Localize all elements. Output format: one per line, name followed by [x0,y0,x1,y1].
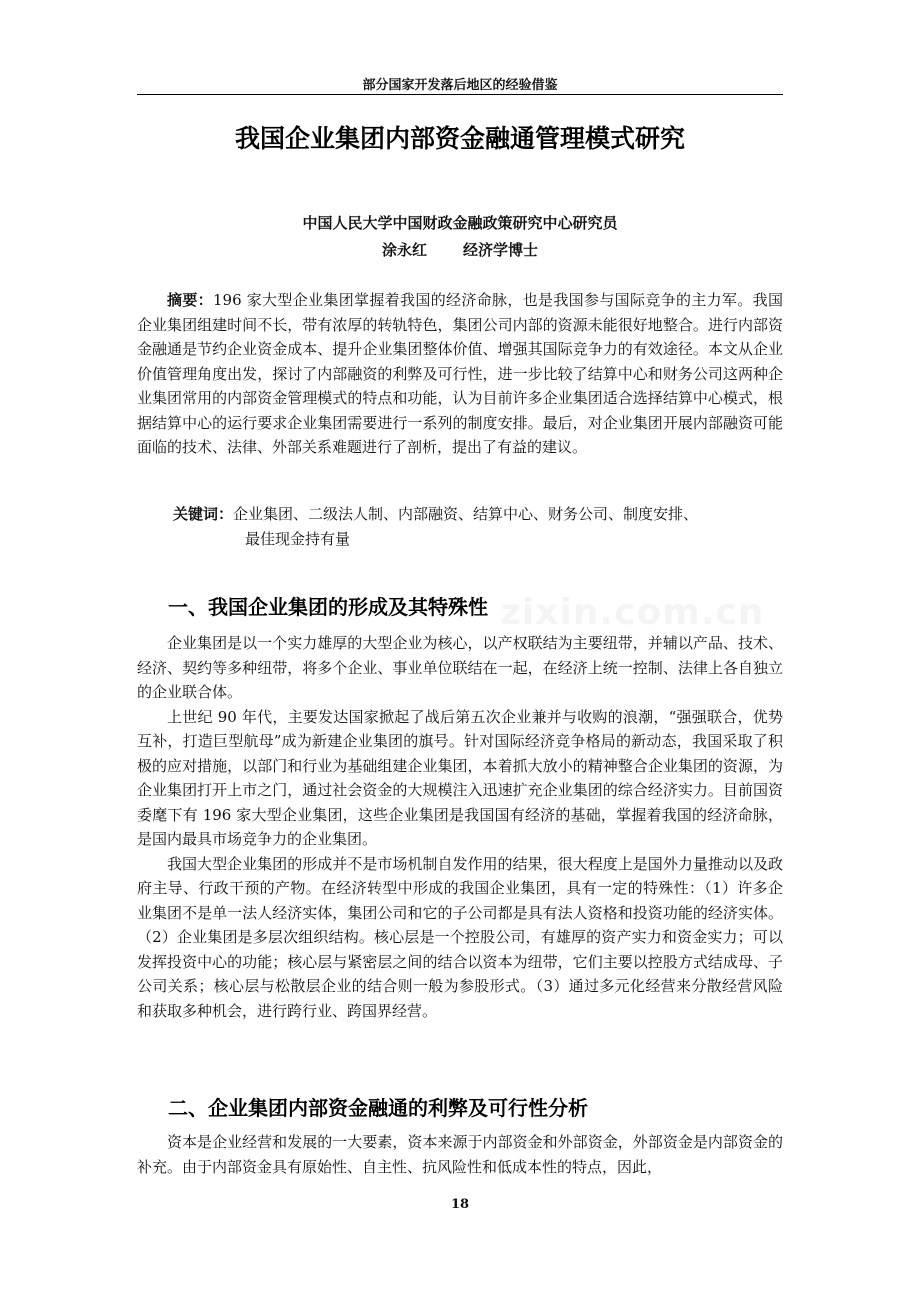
abstract-label: 摘要： [167,291,213,309]
section-heading-2: 二、企业集团内部资金融通的利弊及可行性分析 [168,1096,588,1120]
author-line [137,239,783,260]
paragraph: 资本是企业经营和发展的一大要素，资本来源于内部资金和外部资金，外部资金是内部资金的补充。由于内部资金具有原始性、自主性、抗风险性和低成本性的特点，因此， [137,1133,783,1176]
section-heading-1: 一、我国企业集团的形成及其特殊性 [168,595,488,619]
running-header: 部分国家开发落后地区的经验借鉴 [362,78,558,93]
article-title: 我国企业集团内部资金融通管理模式研究 [234,124,685,153]
watermark [500,592,764,633]
paragraph: 企业集团是以一个实力雄厚的大型企业为核心，以产权联结为主要纽带，并辅以产品、技术、经济、契约等多种纽带，将多个企业、事业单位联结在一起，在经济上统一控制、法律上各自独立的企业联合体。 [137,634,783,701]
author-affiliation: 中国人民大学中国财政金融政策研究中心研究员 [302,214,618,232]
keywords [137,502,783,551]
paragraph: 上世纪 90 年代，主要发达国家掀起了战后第五次企业兼并与收购的浪潮，“强强联合，优势互补，打造巨型航母”成为新建企业集团的旗号。针对国际经济竞争格局的新动态，我国采取了积极的应对措施，以部门和行业为基础组建企业集团，本着抓大放小的精神整合企业集团的资源，为企业集团打开上市之门，通过社会资金的大规模注入迅速扩充企业集团的综合经济实力。目前国资委麾下有 196 家大型企业集团，这些企业集团是我国国有经济的基础，掌握着我国的经济命脉，是国内最具市场竞争力的企业集团。 [137,707,783,848]
page-number: 18 [450,1197,470,1212]
keywords-line1: 企业集团、二级法人制、内部融资、结算中心、财务公司、制度安排、 [233,505,699,523]
keywords-line2: 最佳现金持有量 [245,529,351,548]
keywords-label: 关键词： [173,505,234,523]
author-degree: 经济学博士 [463,241,539,259]
abstract [137,288,783,460]
author-name: 涂永红 [381,241,427,259]
abstract-text: 196 家大型企业集团掌握着我国的经济命脉，也是我国参与国际竞争的主力军。我国企业集团组建时间不长，带有浓厚的转轨特色，集团公司内部的资源未能很好地整合。进行内部资金融通是节约企业资金成本、提升企业集团整体价值、增强其国际竞争力的有效途径。本文从企业价值管理角度出发，探讨了内部融资的利弊及可行性，进一步比较了结算中心和财务公司这两种企业集团常用的内部资金管理模式的特点和功能，认为目前许多企业集团适合选择结算中心模式，根据结算中心的运行要求企业集团需要进行一系列的制度安排。最后，对企业集团开展内部融资可能面临的技术、法律、外部关系难题进行了剖析，提出了有益的建议。 [137,291,783,456]
paragraph: 我国大型企业集团的形成并不是市场机制自发作用的结果，很大程度上是国外力量推动以及政府主导、行政干预的产物。在经济转型中形成的我国企业集团，具有一定的特殊性：（1）许多企业集团不是单一法人经济实体，集团公司和它的子公司都是具有法人资格和投资功能的经济实体。（2）企业集团是多层次组织结构。核心层是一个控股公司，有雄厚的资产实力和资金实力；可以发挥投资中心的功能；核心层与紧密层之间的结合以资本为纽带，它们主要以控股方式结成母、子公司关系；核心层与松散层企业的结合则一般为参股形式。（3）通过多元化经营来分散经营风险和获取多种机会，进行跨行业、跨国界经营。 [137,854,783,1020]
section-1-body [137,631,783,1023]
section-2-body [137,1130,783,1179]
header-rule [137,94,783,95]
